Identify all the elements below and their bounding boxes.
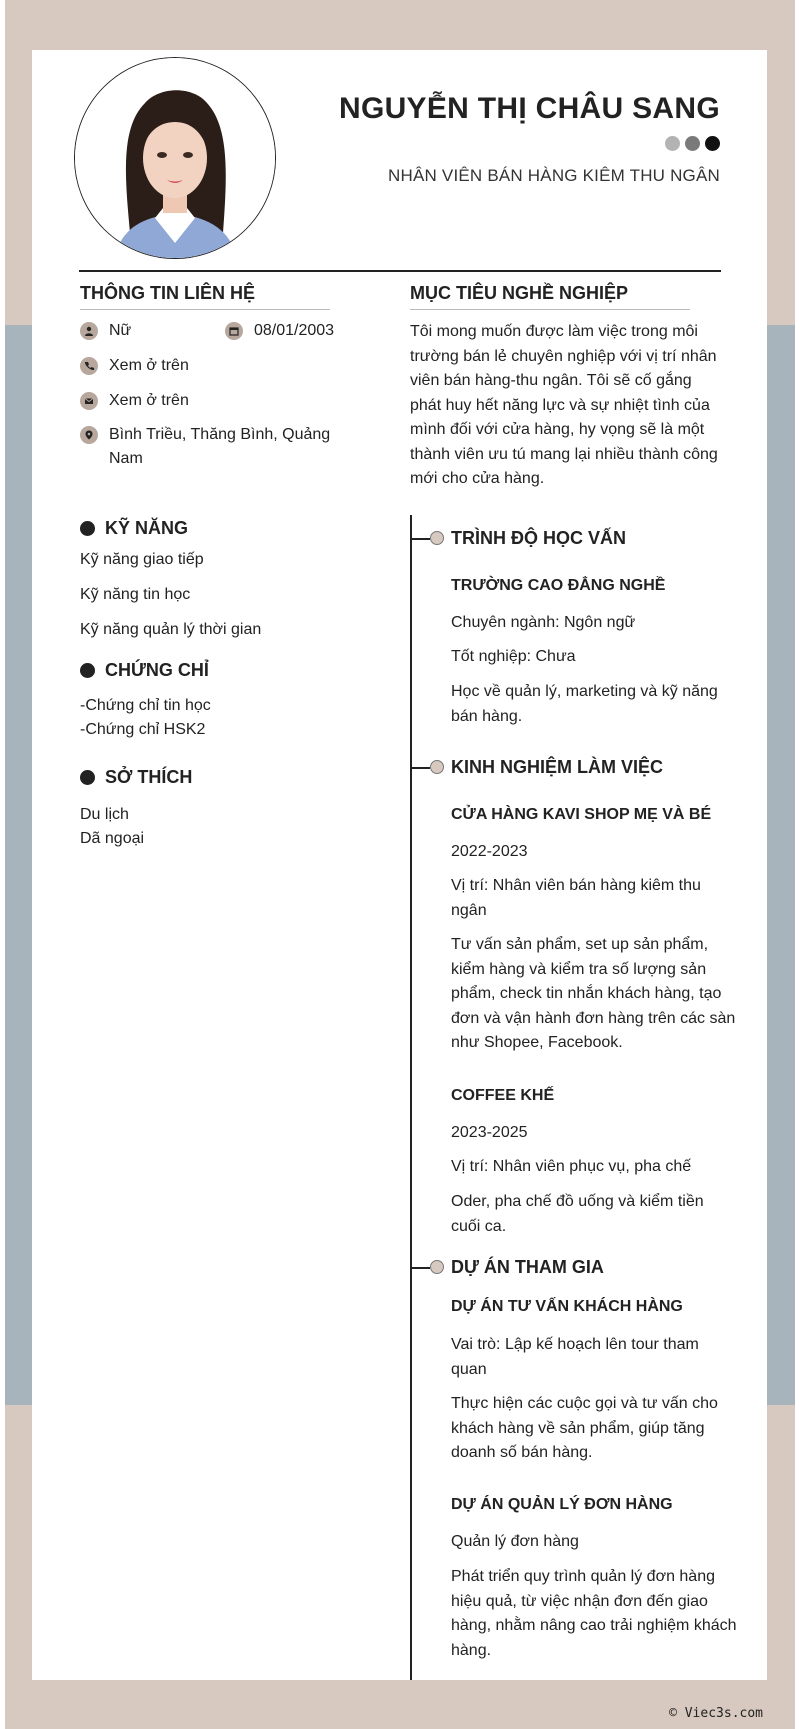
email-value: Xem ở trên	[109, 392, 189, 409]
contact-title: THÔNG TIN LIÊN HỆ	[80, 283, 255, 303]
job-period: 2023-2025	[451, 1124, 528, 1141]
hobbies-title-text: SỞ THÍCH	[105, 767, 193, 787]
objective-text: Tôi mong muốn được làm việc trong môi trường bán lẻ chuyên nghiệp với vị trí nhân viên bán hàng-thu ngân. Tôi sẽ cố gắng phát huy hết năng lực và sự nhiệt tình của mình đối với cửa hàng, hy vọng sẽ là một thành viên ưu tú mang lại nhiều thành công mới cho cửa hàng.	[410, 323, 718, 487]
header-divider	[79, 270, 721, 272]
contact-email	[80, 389, 189, 413]
avatar	[74, 57, 276, 259]
education-title: TRÌNH ĐỘ HỌC VẤN	[451, 528, 626, 548]
full-name: NGUYỄN THỊ CHÂU SANG	[338, 92, 720, 125]
skill-item: Kỹ năng giao tiếp	[80, 551, 204, 568]
project-name: DỰ ÁN TƯ VẤN KHÁCH HÀNG	[451, 1298, 683, 1315]
objective-title: MỤC TIÊU NGHỀ NGHIỆP	[410, 283, 629, 303]
phone-value: Xem ở trên	[109, 357, 189, 374]
hobby-item: Du lịch	[80, 806, 129, 823]
contact-underline	[80, 309, 330, 310]
skill-item: Kỹ năng quản lý thời gian	[80, 621, 262, 638]
contact-phone	[80, 354, 189, 378]
education-description: Học về quản lý, marketing và kỹ năng bán hàng.	[451, 683, 718, 725]
job-description: Tư vấn sản phẩm, set up sản phẩm, kiểm hàng và kiểm tra số lượng sản phẩm, check tin nhắn khách hàng, tạo đơn và vận hành đơn hàng trên các sàn như Shopee, Facebook.	[451, 936, 736, 1051]
timeline-tick	[410, 767, 430, 769]
project-name: DỰ ÁN QUẢN LÝ ĐƠN HÀNG	[451, 1496, 673, 1513]
job-description: Oder, pha chế đồ uống và kiểm tiền cuối ca.	[451, 1193, 704, 1235]
project-description: Thực hiện các cuộc gọi và tư vấn cho khách hàng về sản phẩm, giúp tăng doanh số bán hàng.	[451, 1395, 718, 1461]
certificate-item: -Chứng chỉ tin học	[80, 697, 211, 714]
job-position: Vị trí: Nhân viên bán hàng kiêm thu ngân	[451, 877, 701, 919]
certificates-title	[80, 660, 209, 681]
project-description: Phát triển quy trình quản lý đơn hàng hiệu quả, từ việc nhận đơn đến giao hàng, nhằm nâng cao trải nghiệm khách hàng.	[451, 1568, 737, 1659]
decorative-dots	[665, 136, 720, 151]
dot-dark	[705, 136, 720, 151]
location-pin-icon	[80, 426, 98, 444]
education-school: TRƯỜNG CAO ĐẲNG NGHỀ	[451, 577, 666, 594]
phone-icon	[80, 357, 98, 375]
certificates-title-text: CHỨNG CHỈ	[105, 660, 209, 680]
job-company: COFFEE KHẾ	[451, 1087, 555, 1104]
timeline-tick	[410, 1267, 430, 1269]
dot-mid	[685, 136, 700, 151]
timeline-node	[430, 531, 444, 545]
envelope-icon	[80, 392, 98, 410]
contact-birthday	[225, 319, 334, 343]
education-major: Chuyên ngành: Ngôn ngữ	[451, 614, 636, 631]
calendar-icon	[225, 322, 243, 340]
job-position: Vị trí: Nhân viên phục vụ, pha chế	[451, 1158, 692, 1175]
hobby-item: Dã ngoại	[80, 830, 145, 847]
job-title: NHÂN VIÊN BÁN HÀNG KIÊM THU NGÂN	[388, 166, 720, 185]
bullet-icon	[80, 663, 95, 678]
experience-title: KINH NGHIỆM LÀM VIỆC	[451, 757, 664, 777]
skills-title-text: KỸ NĂNG	[105, 518, 189, 538]
skills-title	[80, 518, 188, 539]
address-value: Bình Triều, Thăng Bình, Quảng Nam	[109, 426, 331, 467]
timeline-line	[410, 515, 412, 1680]
job-company: CỬA HÀNG KAVI SHOP MẸ VÀ BÉ	[451, 806, 712, 823]
gender-value: Nữ	[109, 322, 132, 339]
bullet-icon	[80, 521, 95, 536]
portrait-photo	[75, 58, 275, 258]
projects-title: DỰ ÁN THAM GIA	[451, 1257, 604, 1277]
project-role: Vai trò: Lập kế hoạch lên tour tham quan	[451, 1336, 699, 1378]
education-graduation: Tốt nghiệp: Chưa	[451, 648, 576, 665]
timeline-tick	[410, 538, 430, 540]
timeline-node	[430, 760, 444, 774]
dot-light	[665, 136, 680, 151]
birthday-value: 08/01/2003	[254, 322, 335, 339]
contact-gender	[80, 319, 131, 343]
contact-address	[80, 423, 350, 471]
site-credit: © Viec3s.com	[669, 1706, 763, 1721]
hobbies-title	[80, 767, 192, 788]
person-icon	[80, 322, 98, 340]
bullet-icon	[80, 770, 95, 785]
job-period: 2022-2023	[451, 843, 528, 860]
project-role: Quản lý đơn hàng	[451, 1533, 579, 1550]
timeline-node	[430, 1260, 444, 1274]
objective-underline	[410, 309, 690, 310]
skill-item: Kỹ năng tin học	[80, 586, 191, 603]
certificate-item: -Chứng chỉ HSK2	[80, 721, 206, 738]
